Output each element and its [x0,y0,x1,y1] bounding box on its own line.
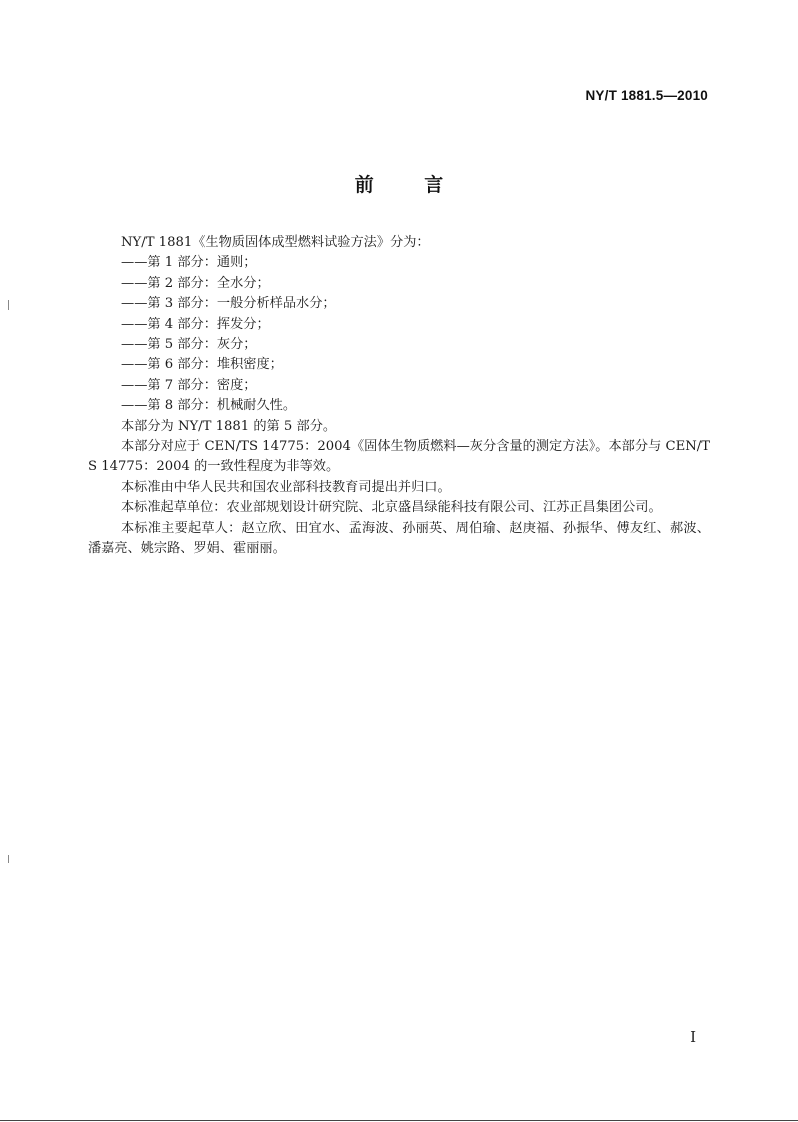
paragraph-proposer: 本标准由中华人民共和国农业部科技教育司提出并归口。 [121,479,451,495]
list-item-part-7: ——第 7 部分：密度； [121,377,257,393]
scan-bottom-edge [0,1120,798,1121]
list-item-part-3: ——第 3 部分：一般分析样品水分； [121,296,336,312]
scan-mark-left-1 [8,300,9,310]
list-item-part-4: ——第 4 部分：挥发分； [121,316,270,332]
paragraph-drafting-units: 本标准起草单位：农业部规划设计研究院、北京盛昌绿能科技有限公司、江苏正昌集团公司。 [121,500,662,516]
list-item-part-2: ——第 2 部分：全水分； [121,275,270,291]
paragraph-intro: NY/T 1881《生物质固体成型燃料试验方法》分为： [121,235,430,250]
page-number: I [690,1028,696,1046]
page-title: 前 言 [354,174,466,196]
list-item-part-5: ——第 5 部分：灰分； [121,337,257,353]
paragraph-part-statement: 本部分为 NY/T 1881 的第 5 部分。 [121,418,337,434]
standard-code: NY/T 1881.5—2010 [585,88,708,103]
paragraph-drafters: 本标准主要起草人：赵立欣、田宜水、孟海波、孙丽英、周伯瑜、赵庚福、孙振华、傅友红、郝波、潘嘉亮、姚宗路、罗娟、霍丽丽。 [88,520,710,557]
scan-mark-left-2 [8,855,9,863]
list-item-part-6: ——第 6 部分：堆积密度； [121,357,283,373]
list-item-part-1: ——第 1 部分：通则； [121,255,257,271]
paragraph-correspondence: 本部分对应于 CEN/TS 14775：2004《固体生物质燃料—灰分含量的测定方法》。本部分与 CEN/TS 14775：2004 的一致性程度为非等效。 [88,439,710,475]
foreword-body [88,233,710,560]
list-item-part-8: ——第 8 部分：机械耐久性。 [121,398,297,414]
